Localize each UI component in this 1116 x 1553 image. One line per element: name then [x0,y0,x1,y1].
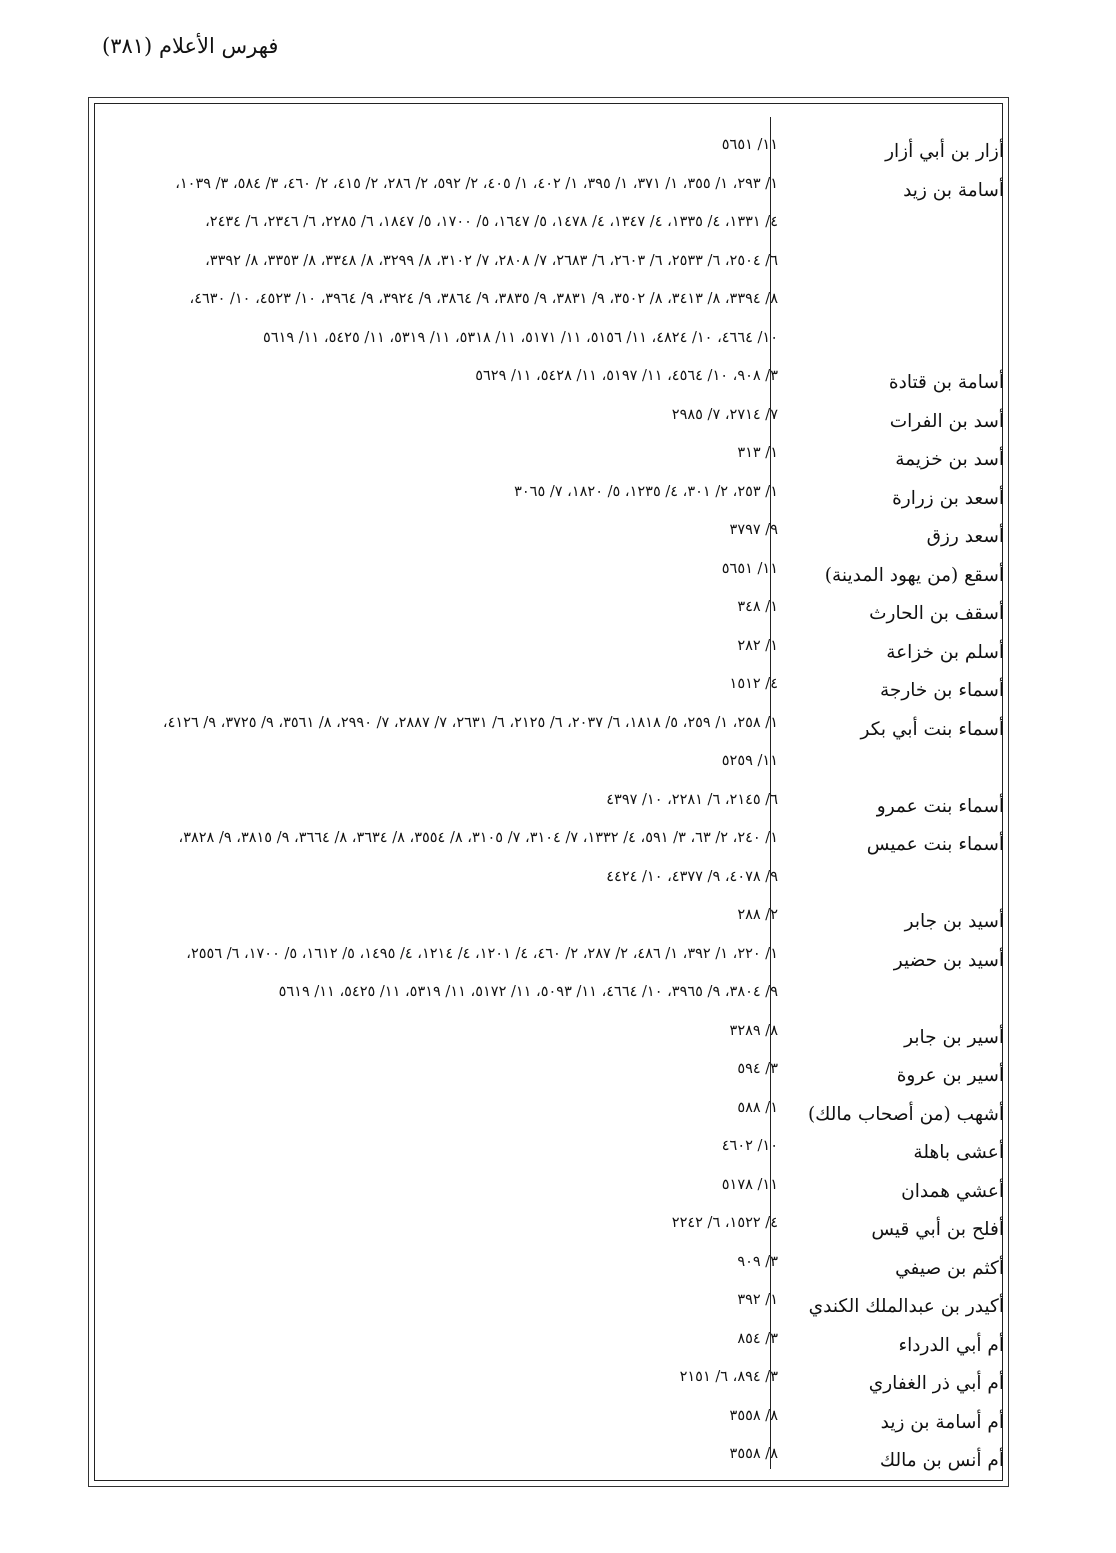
entry-references: ٩/ ٤٠٧٨، ٩/ ٤٣٧٧، ١٠/ ٤٤٢٤ [606,868,778,885]
entry-references: ١٠/ ٤٦٦٤، ١٠/ ٤٨٢٤، ١١/ ٥١٥٦، ١١/ ٥١٧١، ١١/ ٥٣١٨، ١١/ ٥٣١٩، ١١/ ٥٤٢٥، ١١/ ٥٦١٩ [263,329,778,346]
entry-references: ٤/ ١٥١٢ [729,676,778,692]
entry-references: ١/ ٢٤٠، ٢/ ٦٣، ٣/ ٥٩١، ٤/ ١٣٣٢، ٧/ ٣١٠٤، ٧/ ٣١٠٥، ٨/ ٣٥٥٤، ٨/ ٣٦٣٤، ٨/ ٣٦٦٤، ٩/ ٣٨١٥، ٩/ ٣٨٢٨، [178,830,778,846]
entry-references: ٣/ ٨٩٤، ٦/ ٢١٥١ [679,1369,778,1385]
entry-name: أكيدر بن عبدالملك الكندي [808,1296,1004,1317]
entry-name: أسقف بن الحارث [869,603,1004,624]
entry-references: ١/ ٢٩٣، ١/ ٣٥٥، ١/ ٣٧١، ١/ ٣٩٥، ١/ ٤٠٢، ١/ ٤٠٥، ٢/ ٥٩٢، ٢/ ٢٨٦، ٢/ ٤١٥، ٢/ ٤٦٠، ٣/ ٥٨٤، ٣/ ١٠٣٩، [175,175,778,192]
entry-name: أسماء بنت أبي بكر [860,718,1004,740]
entry-name: أسامة بن زيد [903,179,1004,201]
entry-name: أفلح بن أبي قيس [871,1219,1004,1240]
entry-references: ١/ ٣٤٨ [737,599,778,615]
entry-name: أسامة بن قتادة [888,372,1004,393]
entry-name: أعشي همدان [901,1180,1004,1202]
entry-references: ٦/ ٢١٤٥، ٦/ ٢٢٨١، ١٠/ ٤٣٩٧ [606,791,778,808]
entry-references: ٩/ ٣٧٩٧ [729,522,778,538]
entry-name: أسماء بن خارجة [879,680,1004,701]
entry-references: ٧/ ٢٧١٤، ٧/ ٢٩٨٥ [671,406,778,423]
entry-references: ٤/ ١٣٣١، ٤/ ١٣٣٥، ٤/ ١٣٤٧، ٤/ ١٤٧٨، ٥/ ١٦٤٧، ٥/ ١٧٠٠، ٥/ ١٨٤٧، ٦/ ٢٢٨٥، ٦/ ٢٣٤٦، ٦/ ٢٤٣٤، [205,214,778,230]
entry-name: أسيد بن جابر [904,911,1004,932]
entry-references: ٣/ ٨٥٤ [737,1330,778,1347]
entry-name: أزار بن أبي أزار [885,141,1004,162]
entry-name: أسير بن جابر [904,1026,1004,1048]
entry-references: ٨/ ٣٥٥٨ [729,1407,778,1424]
entry-name: أسد بن خزيمة [895,449,1004,470]
entry-references: ١/ ٣٩٢ [737,1292,778,1308]
entry-references: ١/ ٢٥٣، ٢/ ٣٠١، ٤/ ١٢٣٥، ٥/ ١٨٢٠، ٧/ ٣٠٦٥ [514,483,778,500]
entry-references: ٣/ ٩٠٨، ١٠/ ٤٥٦٤، ١١/ ٥١٩٧، ١١/ ٥٤٢٨، ١١/ ٥٦٢٩ [475,368,778,384]
entry-name: أم أسامة بن زيد [880,1411,1004,1433]
entry-name: أسعد بن زرارة [892,487,1004,509]
entry-name: أسماء بنت عميس [866,834,1004,855]
entry-name: أسد بن الفرات [889,410,1004,432]
entry-name: أعشى باهلة [913,1142,1004,1163]
entry-name: أسقع (من يهود المدينة) [824,564,1004,586]
entry-name: أسماء بنت عمرو [876,795,1004,817]
entry-references: ١/ ٢٢٠، ١/ ٣٩٢، ١/ ٤٨٦، ٢/ ٢٨٧، ٢/ ٤٦٠، ٤/ ١٢٠١، ٤/ ١٢١٤، ٤/ ١٤٩٥، ٥/ ١٦١٢، ٥/ ١٧٠٠، ٦/ ٢٥٥٦، [186,945,778,962]
entry-references: ١١/ ٥١٧٨ [721,1176,778,1193]
entry-name: أكثم بن صيفي [895,1257,1004,1279]
entry-references: ١١/ ٥٦٥١ [721,560,778,577]
entry-references: ٣/ ٩٠٩ [737,1253,778,1270]
entry-name: أسلم بن خزاعة [886,641,1004,663]
entry-references: ٣/ ٥٩٤ [737,1061,778,1077]
entry-references: ٨/ ٣٣٩٤، ٨/ ٣٤١٣، ٨/ ٣٥٠٢، ٩/ ٣٨٣١، ٩/ ٣٨٣٥، ٩/ ٣٨٦٤، ٩/ ٣٩٢٤، ٩/ ٣٩٦٤، ١٠/ ٤٥٢٣، ١٠/ ٤٦٣٠، [189,291,778,307]
entry-name: أم أبي الدرداء [898,1334,1004,1356]
entry-references: ١١/ ٥٢٥٩ [721,753,778,769]
entry-references: ١٠/ ٤٦٠٢ [721,1138,778,1154]
entry-references: ١/ ٥٨٨ [737,1099,778,1116]
entry-references: ١/ ٣١٣ [737,445,778,461]
page-number: (٣٨١) [102,34,153,58]
entry-references: ٩/ ٣٨٠٤، ٩/ ٣٩٦٥، ١٠/ ٤٦٦٤، ١١/ ٥٠٩٣، ١١/ ٥١٧٢، ١١/ ٥٣١٩، ١١/ ٥٤٢٥، ١١/ ٥٦١٩ [278,984,778,1000]
entry-references: ٤/ ١٥٢٢، ٦/ ٢٢٤٢ [671,1215,778,1231]
entry-name: أم أبي ذر الغفاري [868,1373,1004,1394]
entry-name: أسير بن عروة [896,1065,1004,1086]
entry-name: أشهب (من أصحاب مالك) [807,1103,1004,1125]
entry-references: ١١/ ٥٦٥١ [721,137,778,153]
entry-references: ٦/ ٢٥٠٤، ٦/ ٢٥٣٣، ٦/ ٢٦٠٣، ٦/ ٢٦٨٣، ٧/ ٢٨٠٨، ٧/ ٣١٠٢، ٨/ ٣٢٩٩، ٨/ ٣٣٤٨، ٨/ ٣٣٥٣، ٨/ ٣٣٩٢، [205,252,778,269]
entry-name: أسعد رزق [926,526,1004,547]
entry-references: ٨/ ٣٥٥٨ [729,1446,778,1462]
entry-references: ٢/ ٢٨٨ [737,907,778,923]
entry-references: ١/ ٢٨٢ [737,637,778,654]
entry-name: أسيد بن حضير [893,949,1004,971]
entry-references: ٨/ ٣٢٨٩ [729,1022,778,1039]
entry-references: ١/ ٢٥٨، ١/ ٢٥٩، ٥/ ١٨١٨، ٦/ ٢٠٣٧، ٦/ ٢١٢٥، ٦/ ٢٦٣١، ٧/ ٢٨٨٧، ٧/ ٢٩٩٠، ٨/ ٣٥٦١، ٩/ ٣٧٢٥، ٩/ ٤١٢٦، [162,714,778,731]
entry-name: أم أنس بن مالك [879,1450,1004,1471]
index-title: فهرس الأعلام [158,34,279,58]
